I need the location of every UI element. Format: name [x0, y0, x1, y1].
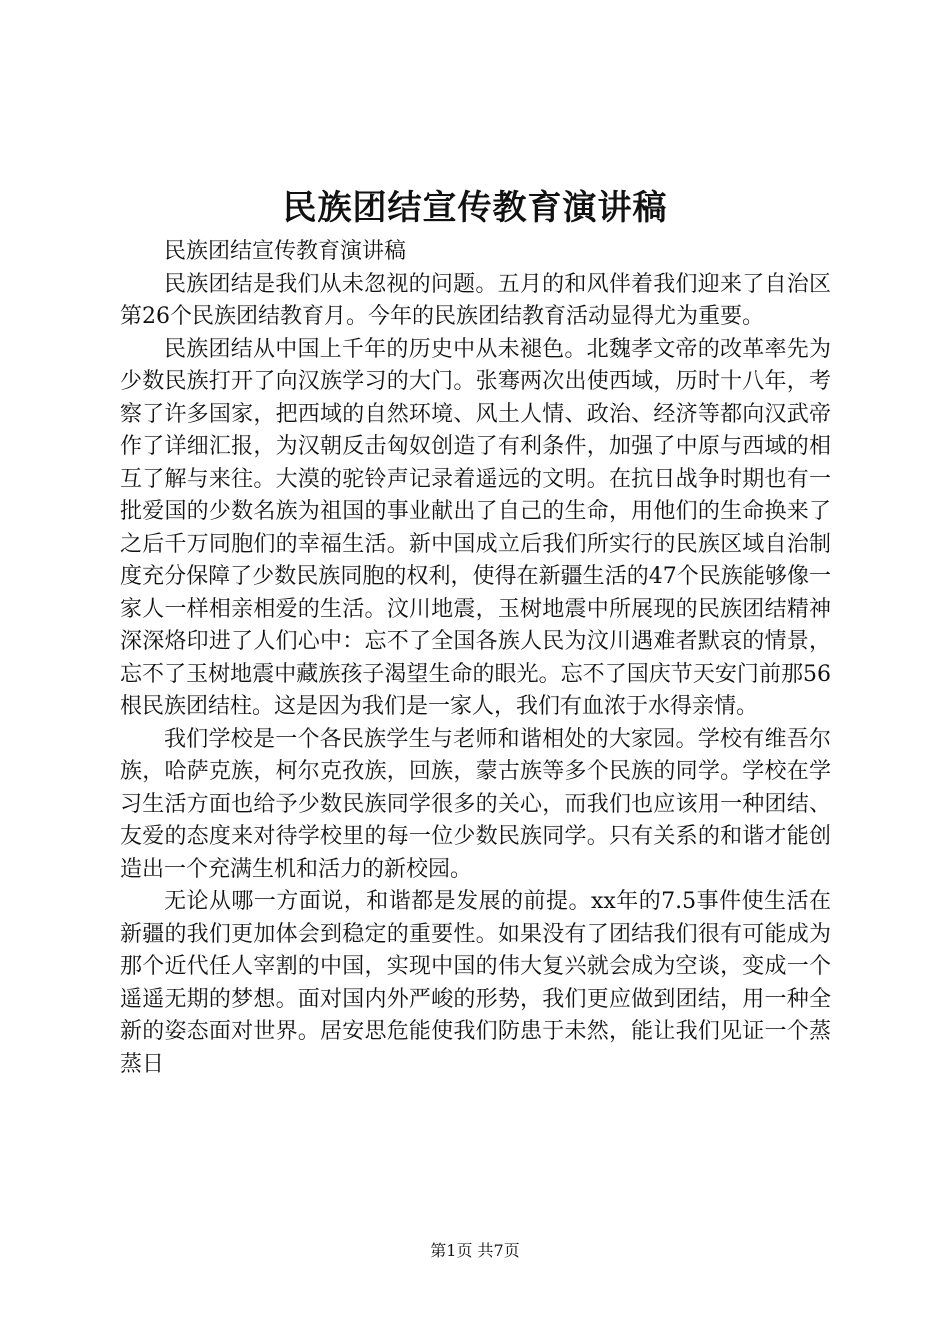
paragraph: 民族团结是我们从未忽视的问题。五月的和风伴着我们迎来了自治区第26个民族团结教育月。今年的民族团结教育活动显得尤为重要。 [120, 271, 831, 329]
paragraph: 民族团结从中国上千年的历史中从未褪色。北魏孝文帝的改革率先为少数民族打开了向汉族学习的大门。张骞两次出使西域，历时十八年，考察了许多国家，把西域的自然环境、风土人情、政治、经济等都向汉武帝作了详细汇报，为汉朝反击匈奴创造了有利条件，加强了中原与西域的相互了解与来往。大漠的驼铃声记录着遥远的文明。在抗日战争时期也有一批爱国的少数名族为祖国的事业献出了自己的生命，用他们的生命换来了之后千万同胞们的幸福生活。新中国成立后我们所实行的民族区域自治制度充分保障了少数民族同胞的权利，使得在新疆生活的47个民族能够像一家人一样相亲相爱的生活。汶川地震，玉树地震中所展现的民族团结精神深深烙印进了人们心中：忘不了全国各族人民为汶川遇难者默哀的情景，忘不了玉树地震中藏族孩子渴望生命的眼光。忘不了国庆节天安门前那56根民族团结柱。这是因为我们是一家人，我们有血浓于水得亲情。 [120, 336, 831, 719]
page-number-footer: 第1页 共7页 [430, 1241, 520, 1260]
paragraph-subtitle: 民族团结宣传教育演讲稿 [164, 239, 407, 264]
document-body [120, 236, 831, 1081]
paragraph: 无论从哪一方面说，和谐都是发展的前提。xx年的7.5事件使生活在新疆的我们更加体会到稳定的重要性。如果没有了团结我们很有可能成为那个近代任人宰割的中国，实现中国的伟大复兴就会成为空谈，变成一个遥遥无期的梦想。面对国内外严峻的形势，我们更应做到团结，用一种全新的姿态面对世界。居安思危能使我们防患于未然，能让我们见证一个蒸蒸日 [120, 889, 831, 1077]
document-title: 民族团结宣传教育演讲稿 [282, 188, 668, 228]
paragraph: 我们学校是一个各民族学生与老师和谐相处的大家园。学校有维吾尔族，哈萨克族，柯尔克孜族，回族，蒙古族等多个民族的同学。学校在学习生活方面也给予少数民族同学很多的关心，而我们也应该用一种团结、友爱的态度来对待学校里的每一位少数民族同学。只有关系的和谐才能创造出一个充满生机和活力的新校园。 [120, 726, 831, 882]
